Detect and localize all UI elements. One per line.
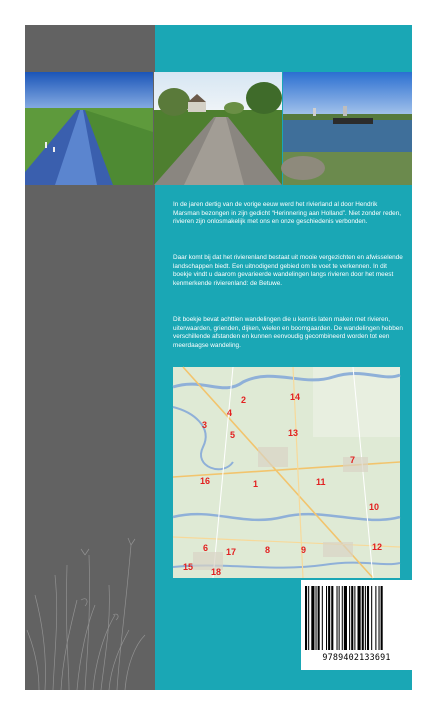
publisher-website: bravenewbooks.nl: [173, 697, 230, 704]
route-number: 1: [253, 479, 259, 489]
route-number: 14: [290, 392, 301, 402]
publisher-line: Dit boek is uitgegeven v: [207, 691, 282, 698]
route-number: 11: [316, 477, 326, 487]
route-number: 17: [226, 547, 237, 557]
back-cover: [25, 25, 412, 704]
route-number: 13: [288, 428, 299, 438]
route-number: 15: [183, 562, 194, 572]
river-photo: [283, 72, 412, 185]
landscape-paragraph: Daar komt bij dat het rivierenland bestaat uit mooie vergezichten en afwisselende landschappen biedt. Een uitnodigend gebied om te voet te verkennen. In dit boekje vindt u daarom gevarieerde wandelingen langs rivieren door het meest kenmerkende rivierenland: de Betuwe.: [173, 254, 403, 287]
route-map: [173, 367, 400, 578]
route-number: 5: [230, 430, 236, 440]
grass-illustration: [25, 505, 155, 690]
dike-road-photo: [154, 72, 282, 185]
route-number: 10: [369, 502, 380, 512]
canal-photo: [25, 72, 153, 185]
route-number: 7: [350, 455, 356, 465]
route-number: 3: [202, 420, 208, 430]
route-number: 4: [227, 408, 233, 418]
isbn-number: 9789402133691: [322, 652, 391, 662]
route-number: 2: [241, 395, 247, 405]
route-number: 16: [200, 476, 211, 486]
walks-paragraph: Dit boekje bevat achttien wandelingen die u kennis laten maken met rivieren, uiterwaarden, grienden, dijken, wielen en boomgaarden. De wandelingen hebben verschillende afstanden en kunnen eenvoudig gecombineerd worden tot een meerdaagse wandeling.: [173, 316, 403, 349]
route-number: 12: [372, 542, 383, 552]
photo-strip: [25, 72, 412, 185]
route-number: 9: [301, 545, 307, 555]
route-number: 18: [211, 567, 222, 577]
route-number: 8: [265, 545, 271, 555]
barcode-bars: [305, 586, 408, 650]
intro-paragraph: In de jaren dertig van de vorige eeuw werd het rivierland al door Hendrik Marsman bezongen in zijn gedicht “Herinnering aan Holland”. Niet zonder reden, rivieren zijn onlosmakelijk met ons en onze geschiedenis verbonden.: [173, 201, 402, 226]
isbn-barcode: [301, 580, 412, 670]
route-number: 6: [203, 543, 209, 553]
